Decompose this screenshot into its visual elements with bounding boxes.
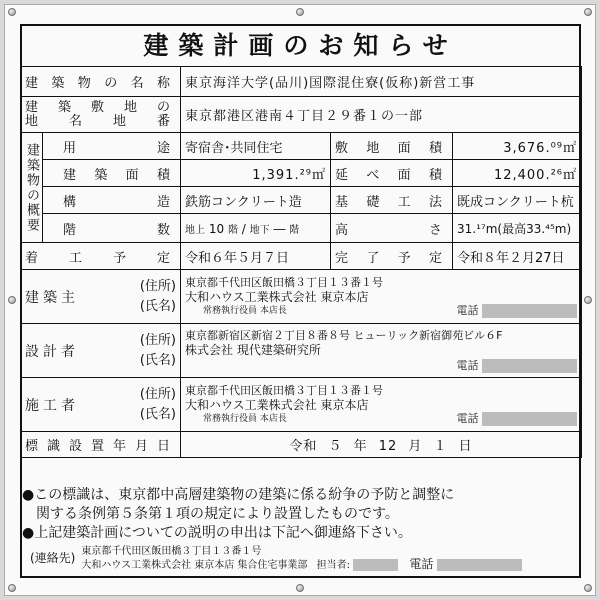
building-name: 東京海洋大学(品川)国際混住寮(仮称)新営工事 bbox=[181, 67, 582, 97]
overview-label: 建築物の概要 bbox=[21, 133, 43, 243]
structure-label: 構造 bbox=[43, 187, 181, 214]
contractor-info bbox=[181, 378, 582, 432]
bolt-icon bbox=[584, 8, 592, 16]
bolt-icon bbox=[296, 584, 304, 592]
bolt-icon bbox=[584, 584, 592, 592]
designer-label-cell bbox=[21, 324, 181, 378]
floors-above-label: 地上 bbox=[185, 224, 206, 236]
total-floor-label: 延べ面積 bbox=[331, 160, 453, 187]
start-label: 着工予定 bbox=[21, 243, 181, 270]
designer-name: 株式会社 現代建築研究所 bbox=[185, 343, 321, 357]
contact-phone-label: 電話 bbox=[409, 557, 434, 571]
designer-addr-label: (住所) bbox=[139, 332, 177, 348]
site-area-label: 敷地面積 bbox=[331, 133, 453, 160]
height-value: 31.¹⁷m(最高33.⁴⁵m) bbox=[453, 214, 582, 243]
foundation-value: 既成コンクリート杭 bbox=[453, 187, 582, 214]
note-line-3: ●上記建築計画についての説明の申出は下記へ御連絡下さい。 bbox=[22, 525, 412, 541]
finish-value: 令和８年２月27日 bbox=[453, 243, 582, 270]
foundation-label: 基礎工法 bbox=[331, 187, 453, 214]
floors-value: 地上 10 階 / 地下 ― 階 bbox=[181, 214, 331, 243]
bolt-icon bbox=[8, 296, 16, 304]
floors-label: 階数 bbox=[43, 214, 181, 243]
owner-label-cell bbox=[21, 270, 181, 324]
notes bbox=[22, 486, 579, 543]
page-title: 建築計画のお知らせ bbox=[143, 31, 458, 60]
sign-date-label: 標識設置年月日 bbox=[21, 432, 181, 458]
designer-phone-label: 電話 bbox=[456, 359, 479, 372]
site-address: 東京都港区港南４丁目２９番１の一部 bbox=[181, 97, 582, 133]
bolt-icon bbox=[296, 8, 304, 16]
redacted-phone bbox=[482, 304, 577, 318]
designer-addr: 東京都新宿区新宿２丁目８番８号 ヒューリック新宿御苑ビル６F bbox=[185, 329, 503, 342]
site-label-1: 建築敷地の bbox=[25, 99, 177, 115]
contact-person-label: 担当者: bbox=[316, 560, 350, 571]
contact-company: 大和ハウス工業株式会社 東京本店 集合住宅事業部 bbox=[81, 560, 308, 571]
contractor-phone-label: 電話 bbox=[456, 411, 479, 425]
redacted-phone bbox=[482, 412, 577, 426]
building-area-value: 1,391.²⁹㎡ bbox=[181, 160, 331, 187]
sign-date-value: 令和 ５ 年 12 月 １ 日 bbox=[181, 432, 582, 458]
note-line-2: 関する条例第５条第１項の規定により設置したものです。 bbox=[36, 506, 399, 522]
contractor-addr-label: (住所) bbox=[139, 386, 177, 402]
owner-label: 建築主 bbox=[25, 289, 79, 306]
owner-info bbox=[181, 270, 582, 324]
owner-addr-label: (住所) bbox=[139, 278, 177, 294]
site-label-2: 地名地番 bbox=[25, 113, 177, 129]
use-value: 寄宿舎･共同住宅 bbox=[181, 133, 331, 160]
bolt-icon bbox=[8, 584, 16, 592]
bolt-icon bbox=[584, 296, 592, 304]
building-name-label: 建築物の名称 bbox=[21, 67, 181, 97]
contact-label: (連絡先) bbox=[30, 551, 76, 565]
designer-info bbox=[181, 324, 582, 378]
height-label: 高さ bbox=[331, 214, 453, 243]
owner-addr: 東京都千代田区飯田橋３丁目１３番１号 bbox=[185, 275, 384, 289]
info-table bbox=[20, 66, 582, 458]
contact-addr: 東京都千代田区飯田橋３丁目１３番１号 bbox=[81, 546, 262, 557]
floors-unit-a: 階 bbox=[227, 224, 238, 236]
building-area-label: 建築面積 bbox=[43, 160, 181, 187]
floors-above: 10 bbox=[208, 221, 225, 236]
owner-name-label: (氏名) bbox=[139, 298, 177, 314]
contractor-name-label: (氏名) bbox=[139, 406, 177, 422]
designer-label: 設計者 bbox=[25, 343, 79, 360]
start-value: 令和６年５月７日 bbox=[181, 243, 331, 270]
designer-name-label: (氏名) bbox=[139, 352, 177, 368]
contractor-name: 大和ハウス工業株式会社 東京本店 bbox=[185, 397, 369, 412]
owner-sub: 常務執行役員 本店長 bbox=[203, 305, 287, 316]
owner-name: 大和ハウス工業株式会社 東京本店 bbox=[185, 289, 369, 304]
redacted-phone bbox=[482, 359, 577, 373]
note-line-1: ●この標識は、東京都中高層建築物の建築に係る紛争の予防と調整に bbox=[22, 487, 455, 503]
redacted-person bbox=[353, 559, 398, 571]
finish-label: 完了予定 bbox=[331, 243, 453, 270]
structure-value: 鉄筋コンクリート造 bbox=[181, 187, 331, 214]
floors-below: ― bbox=[273, 221, 286, 236]
use-label: 用途 bbox=[43, 133, 181, 160]
contractor-label: 施工者 bbox=[25, 397, 79, 414]
owner-phone-label: 電話 bbox=[456, 303, 479, 317]
contractor-label-cell bbox=[21, 378, 181, 432]
contractor-sub: 常務執行役員 本店長 bbox=[203, 413, 287, 424]
site-label bbox=[21, 97, 181, 133]
floors-unit-b: 階 bbox=[289, 224, 300, 236]
redacted-phone bbox=[437, 559, 522, 571]
contractor-addr: 東京都千代田区飯田橋３丁目１３番１号 bbox=[185, 383, 384, 397]
total-floor-value: 12,400.²⁶㎡ bbox=[453, 160, 582, 187]
floors-below-label: 地下 bbox=[249, 224, 270, 236]
contact-block bbox=[30, 545, 575, 572]
site-area-value: 3,676.⁰⁹㎡ bbox=[453, 133, 582, 160]
bolt-icon bbox=[8, 8, 16, 16]
